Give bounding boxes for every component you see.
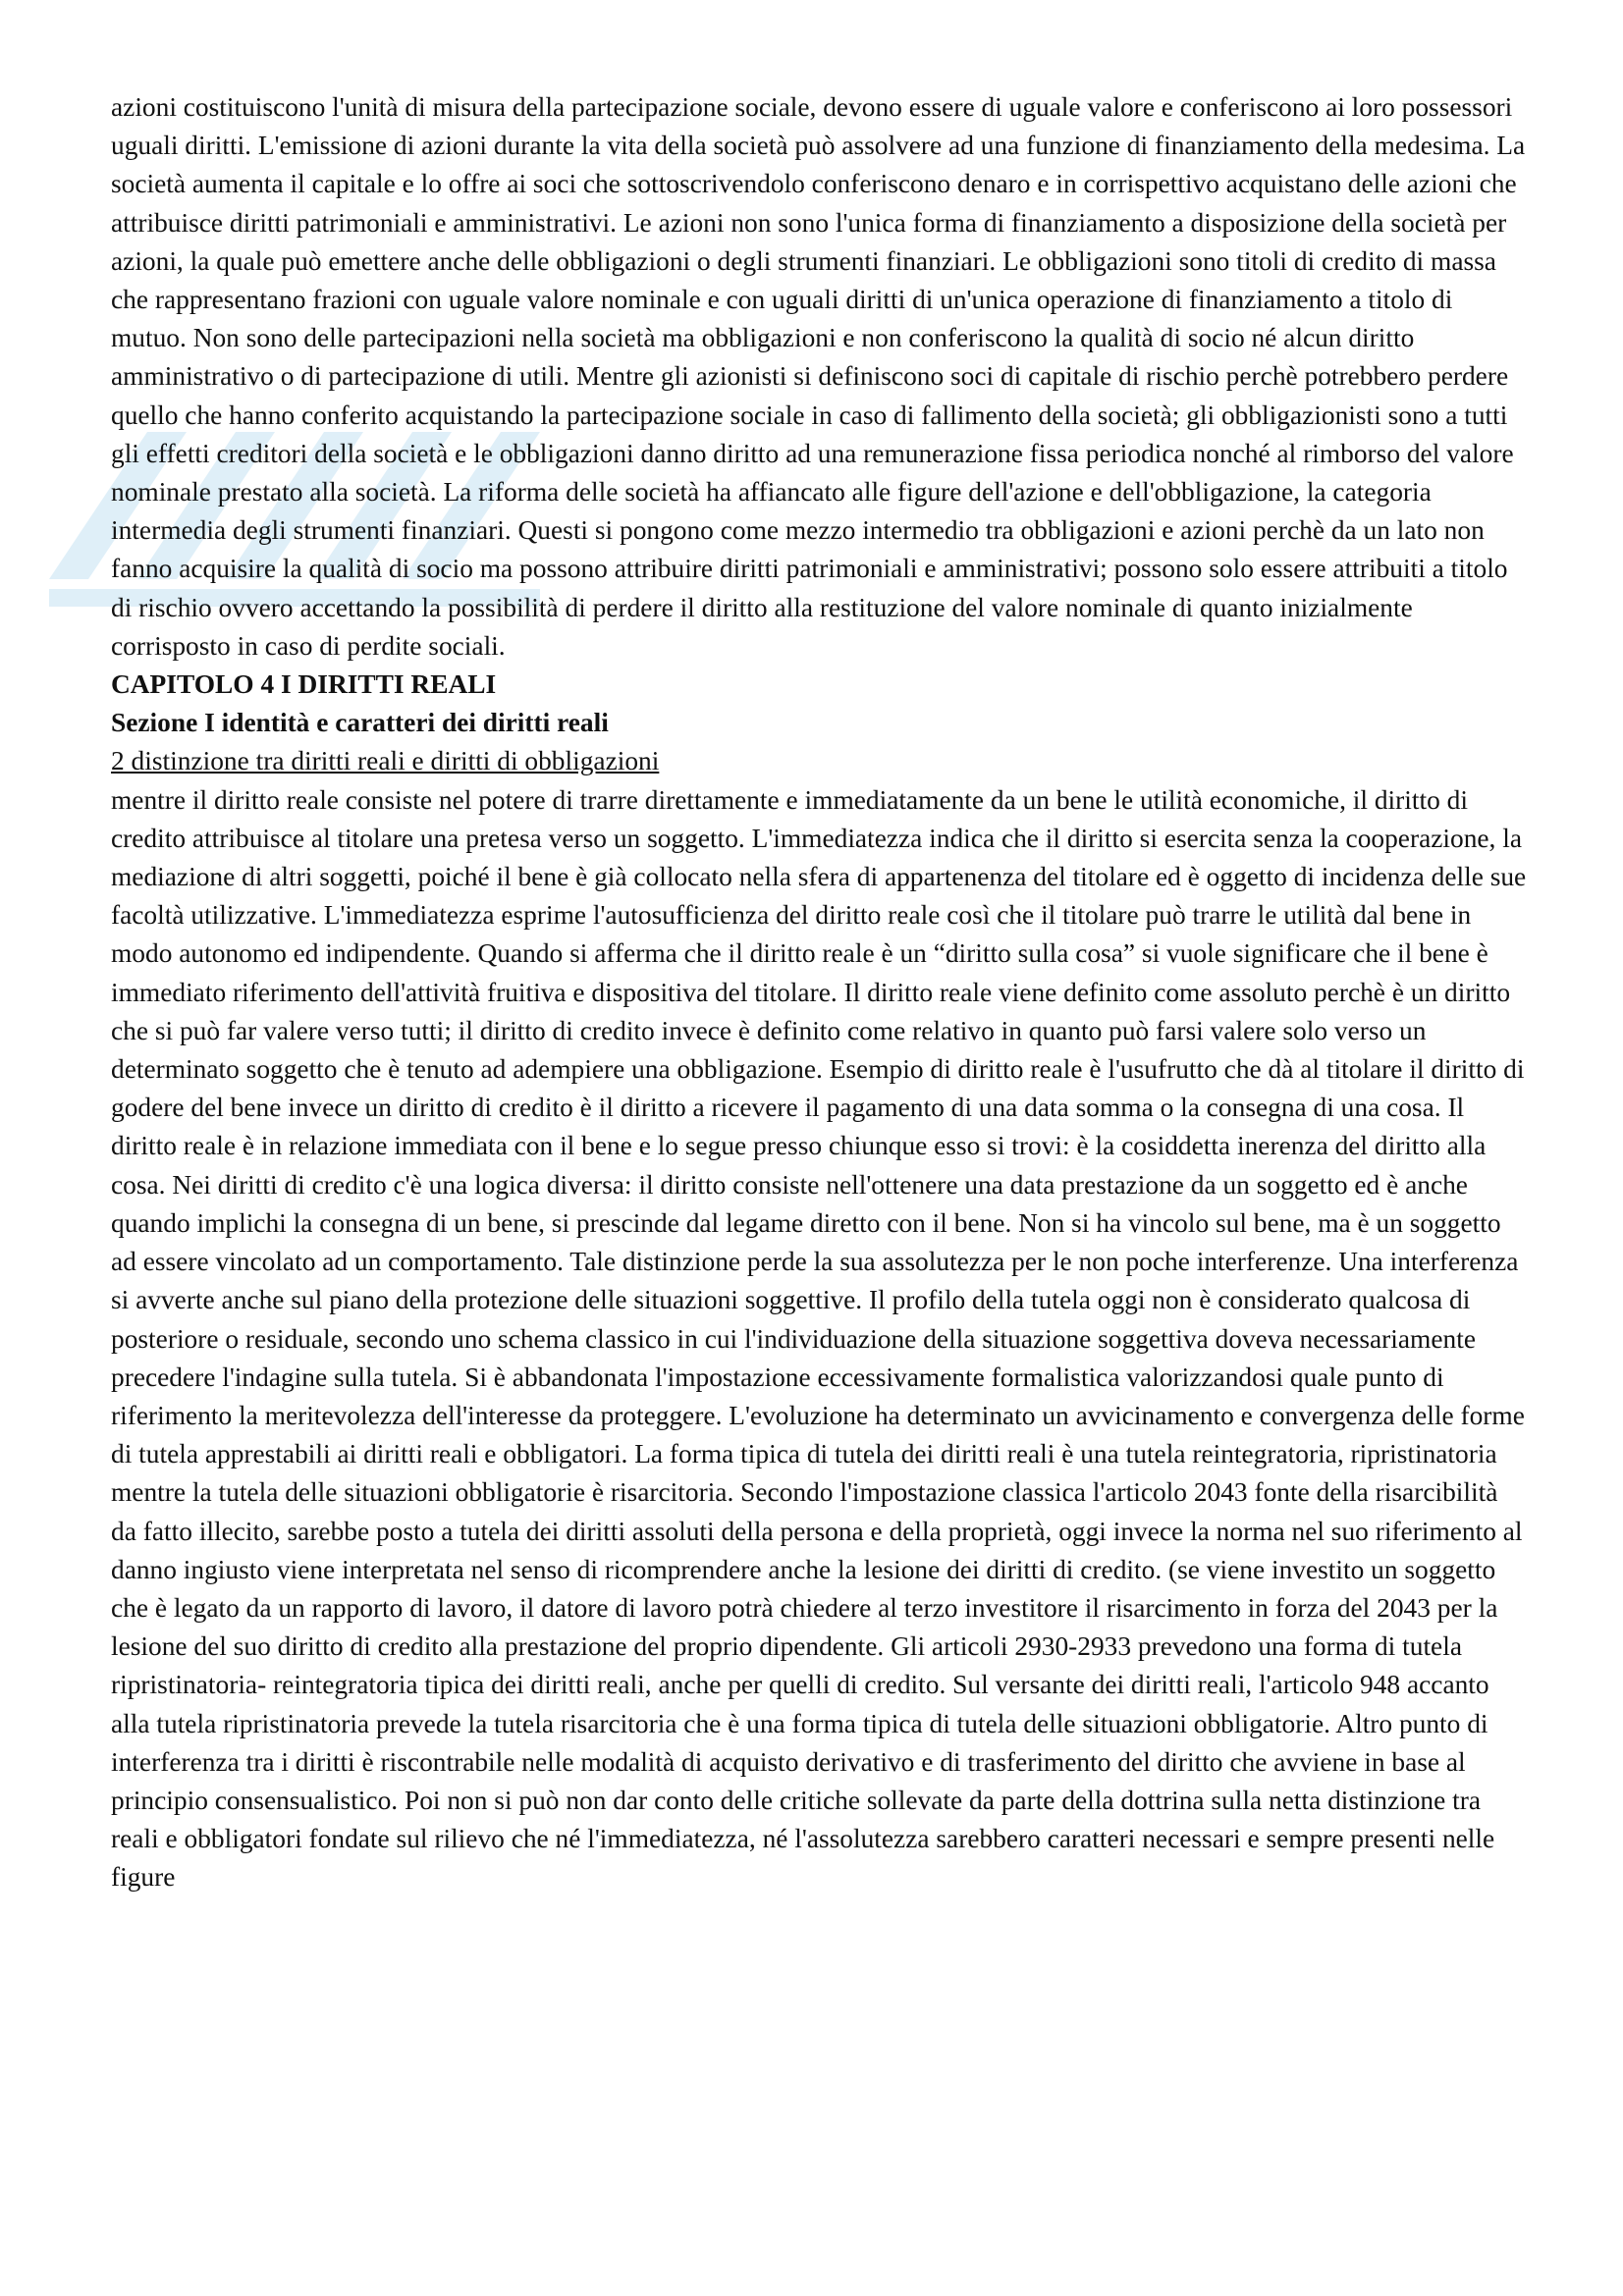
subsection-title: 2 distinzione tra diritti reali e diritti di obbligazioni (111, 746, 660, 776)
paragraph-real-rights: mentre il diritto reale consiste nel potere di trarre direttamente e immediatamente da un bene le utilità economiche, il diritto di credito attribuisce al titolare una pretesa verso un soggetto. L'immediatezza indica che il diritto si esercita senza la cooperazione, la mediazione di altri soggetti, poiché il bene è già collocato nella sfera di appartenenza del titolare ed è oggetto di incidenza delle sue facoltà utilizzative. L'immediatezza esprime l'autosufficienza del diritto reale così che il titolare può trarre le utilità dal bene in modo autonomo ed indipendente. Quando si afferma che il diritto reale è un “diritto sulla cosa” si vuole significare che il bene è immediato riferimento dell'attività fruitiva e dispositiva del titolare. Il diritto reale viene definito come assoluto perchè è un diritto che si può far valere verso tutti; il diritto di credito invece è definito come relativo in quanto può farsi valere solo verso un determinato soggetto che è tenuto ad adempiere una obbligazione. Esempio di diritto reale è l'usufrutto che dà al titolare il diritto di godere del bene invece un diritto di credito è il diritto a ricevere il pagamento di una data somma o la consegna di una cosa. Il diritto reale è in relazione immediata con il bene e lo segue presso chiunque esso si trovi: è la cosiddetta inerenza del diritto alla cosa. Nei diritti di credito c'è una logica diversa: il diritto consiste nell'ottenere una data prestazione da un soggetto ed è anche quando implichi la consegna di un bene, si prescinde dal legame diretto con il bene. Non si ha vincolo sul bene, ma è un soggetto ad essere vincolato ad un comportamento. Tale distinzione perde la sua assolutezza per le non poche interferenze. Una interferenza si avverte anche sul piano della protezione delle situazioni soggettive. Il profilo della tutela oggi non è considerato qualcosa di posteriore o residuale, secondo uno schema classico in cui l'individuazione della situazione soggettiva doveva necessariamente precedere l'indagine sulla tutela. Si è abbandonata l'impostazione eccessivamente formalistica valorizzandosi quale punto di riferimento la meritevolezza dell'interesse da proteggere. L'evoluzione ha determinato un avvicinamento e convergenza delle forme di tutela apprestabili ai diritti reali e obbligatori. La forma tipica di tutela dei diritti reali è una tutela reintegratoria, ripristinatoria mentre la tutela delle situazioni obbligatorie è risarcitoria. Secondo l'impostazione classica l'articolo 2043 fonte della risarcibilità da fatto illecito, sarebbe posto a tutela dei diritti assoluti della persona e della proprietà, oggi invece la norma nel suo riferimento al danno ingiusto viene interpretata nel senso di ricomprendere anche la lesione dei diritti di credito. (se viene investito un soggetto che è legato da un rapporto di lavoro, il datore di lavoro potrà chiedere al terzo investitore il risarcimento in forza del 2043 per la lesione del suo diritto di credito alla prestazione del proprio dipendente. Gli articoli 2930-2933 prevedono una forma di tutela ripristinatoria- reintegratoria tipica dei diritti reali, anche per quelli di credito. Sul versante dei diritti reali, l'articolo 948 accanto alla tutela ripristinatoria prevede la tutela risarcitoria che è una forma tipica di tutela delle situazioni obbligatorie. Altro punto di interferenza tra i diritti è riscontrabile nelle modalità di acquisto derivativo e di trasferimento del diritto che avviene in base al principio consensualistico. Poi non si può non dar conto delle critiche sollevate da parte della dottrina sulla netta distinzione tra reali e obbligatori fondate sul rilievo che né l'immediatezza, né l'assolutezza sarebbero caratteri necessari e sempre presenti nelle figure (111, 784, 1527, 1893)
paragraph-shares-bonds: azioni costituiscono l'unità di misura della partecipazione sociale, devono essere di uguale valore e conferiscono ai loro possessori uguali diritti. L'emissione di azioni durante la vita della società può assolvere ad una funzione di finanziamento della medesima. La società aumenta il capitale e lo offre ai soci che sottoscrivendolo conferiscono denaro e in corrispettivo acquistano delle azioni che attribuisce diritti patrimoniali e amministrativi. Le azioni non sono l'unica forma di finanziamento a disposizione della società per azioni, la quale può emettere anche delle obbligazioni o degli strumenti finanziari. Le obbligazioni sono titoli di credito di massa che rappresentano frazioni con uguale valore nominale e con uguali diritti di un'unica operazione di finanziamento a titolo di mutuo. Non sono delle partecipazioni nella società ma obbligazioni e non conferiscono la qualità di socio né alcun diritto amministrativo o di partecipazione di utili. Mentre gli azionisti si definiscono soci di capitale di rischio perchè potrebbero perdere quello che hanno conferito acquistando la partecipazione sociale in caso di fallimento della società; gli obbligazionisti sono a tutti gli effetti creditori della società e le obbligazioni danno diritto ad una remunerazione fissa periodica nonché al rimborso del valore nominale prestato alla società. La riforma delle società ha affiancato alle figure dell'azione e dell'obbligazione, la categoria intermedia degli strumenti finanziari. Questi si pongono come mezzo intermedio tra obbligazioni e azioni perchè da un lato non fanno acquisire la qualità di socio ma possono attribuire diritti patrimoniali e amministrativi; possono solo essere attribuiti a titolo di rischio ovvero accettando la possibilità di perdere il diritto alla restituzione del valore nominale di quanto inizialmente corrisposto in caso di perdite sociali. (111, 92, 1526, 661)
document-body (111, 88, 1527, 1897)
chapter-title: CAPITOLO 4 I DIRITTI REALI (111, 669, 497, 700)
section-title: Sezione I identità e caratteri dei diritti reali (111, 708, 609, 738)
